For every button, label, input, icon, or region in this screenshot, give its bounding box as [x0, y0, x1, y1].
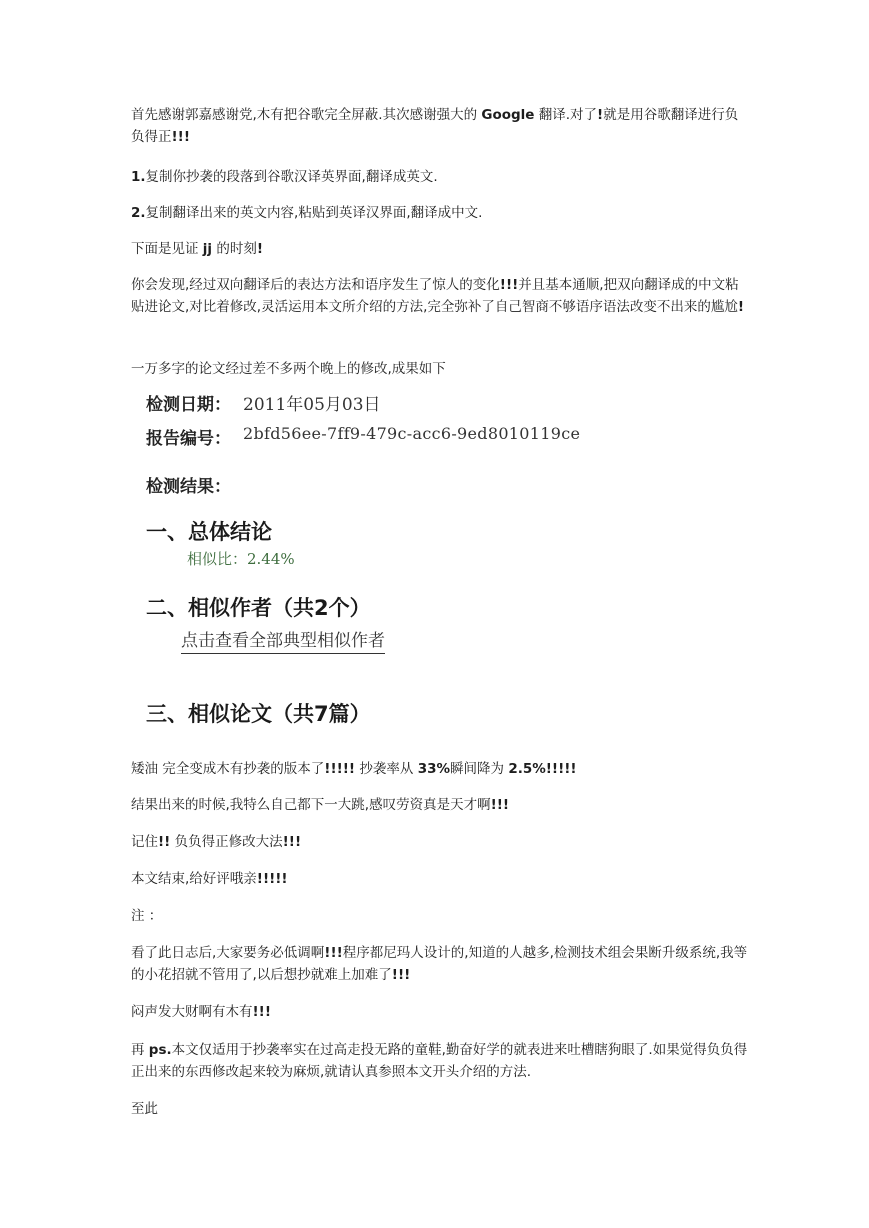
date-value: 2011年05月03日 [243, 395, 381, 415]
step-2: 2.复制翻译出来的英文内容,粘贴到英译汉界面,翻译成中文. [131, 205, 483, 221]
result-paragraph: 结果出来的时候,我特么自己都下一大跳,感叹劳资真是天才啊!!! [131, 797, 510, 813]
similarity-ratio: 相似比：2.44% [187, 550, 295, 568]
step-1: 1.复制你抄袭的段落到谷歌汉译英界面,翻译成英文. [131, 169, 438, 185]
witness-line: 下面是见证 jj 的时刻! [131, 241, 264, 257]
closing-text: 至此 [131, 1101, 158, 1117]
date-label: 检测日期： [146, 395, 231, 415]
paper-intro: 一万多字的论文经过差不多两个晚上的修改,成果如下 [131, 361, 446, 377]
end-note: 本文结束,给好评哦亲!!!!! [131, 871, 288, 887]
result-label: 检测结果： [146, 477, 231, 497]
plagiarism-report-image [131, 380, 601, 740]
remember-paragraph: 记住!! 负负得正修改大法!!! [131, 834, 302, 850]
quiet-paragraph: 闷声发大财啊有木有!!! [131, 1004, 271, 1020]
ps-paragraph: 再 ps.本文仅适用于抄袭率实在过高走投无路的童鞋,勤奋好学的就表进来吐槽瞎狗眼了.如果觉得负负得正出来的东西修改起来较为麻烦,就请认真参照本文开头介绍的方法. [131, 1042, 748, 1080]
after-paragraph: 矮油 完全变成木有抄袭的版本了!!!!! 抄袭率从 33%瞬间降为 2.5%!!!!! [131, 761, 577, 777]
view-similar-authors-link[interactable]: 点击查看全部典型相似作者 [181, 626, 385, 654]
intro-paragraph: 首先感谢郭嘉感谢党,木有把谷歌完全屏蔽.其次感谢强大的 Google 翻译.对了!就是用谷歌翻译进行负负得正!!! [131, 107, 739, 145]
section-similar-authors: 二、相似作者（共2个） [146, 596, 371, 620]
report-id-label: 报告编号： [146, 429, 231, 449]
note-label: 注 ： [131, 908, 163, 924]
section-similar-papers: 三、相似论文（共7篇） [146, 702, 371, 726]
discover-paragraph: 你会发现,经过双向翻译后的表达方法和语序发生了惊人的变化!!!并且基本通顺,把双向翻译成的中文粘贴进论文,对比着修改,灵活运用本文所介绍的方法,完全弥补了自己智商不够语序语法改变不出来的尴尬! [131, 277, 745, 315]
section-overall-conclusion: 一、总体结论 [146, 520, 272, 544]
report-id-value: 2bfd56ee-7ff9-479c-acc6-9ed8010119ce [243, 424, 581, 443]
warning-paragraph: 看了此日志后,大家要务必低调啊!!!程序都尼玛人设计的,知道的人越多,检测技术组会果断升级系统,我等的小花招就不管用了,以后想抄就难上加难了!!! [131, 945, 748, 983]
